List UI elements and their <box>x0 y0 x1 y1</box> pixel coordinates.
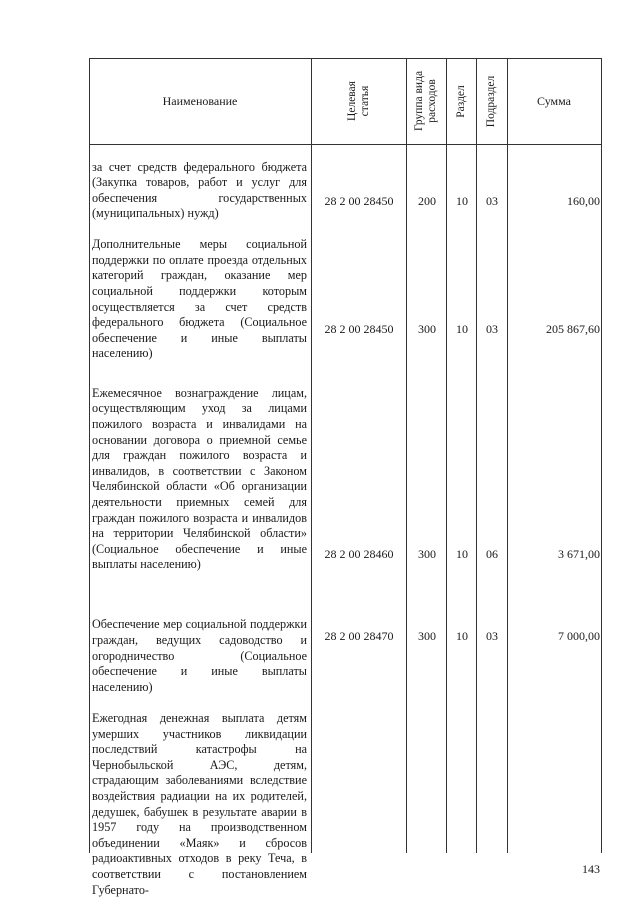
header-subsection <box>476 58 507 144</box>
row-sum: 205 867,60 <box>546 322 600 336</box>
row-group: 300 <box>418 547 436 561</box>
name-column <box>92 144 307 914</box>
row-sum: 7 000,00 <box>558 629 600 643</box>
header-name <box>89 58 311 144</box>
row-subsection: 03 <box>486 629 498 643</box>
row-subsection: 06 <box>486 547 498 561</box>
header-target-label: Целевая статья <box>345 81 371 121</box>
col-border-left <box>89 58 90 853</box>
row-code: 28 2 00 28470 <box>324 629 394 643</box>
col-border-name <box>311 58 312 853</box>
row-code: 28 2 00 28450 <box>324 322 394 336</box>
row-name: Дополнительные меры социальной поддержки по оплате проезда отдельных категорий граждан, оказание мер социальной поддержки которым осуществляется за счет средств федерального бюджета (Социальное обеспечение и иные выплаты населению) <box>92 237 307 361</box>
row-section: 10 <box>456 547 468 561</box>
row-group: 300 <box>418 322 436 336</box>
row-subsection: 03 <box>486 322 498 336</box>
row-code: 28 2 00 28450 <box>324 194 394 208</box>
row-section: 10 <box>456 194 468 208</box>
row-code: 28 2 00 28460 <box>324 547 394 561</box>
col-border-section <box>476 58 477 853</box>
header-section-label: Раздел <box>454 84 467 118</box>
header-subsection-label: Подраздел <box>485 75 497 127</box>
header-sum <box>507 58 601 144</box>
header-sum-label: Сумма <box>537 93 571 108</box>
row-subsection: 03 <box>486 194 498 208</box>
header-name-label: Наименование <box>162 93 238 108</box>
row-section: 10 <box>456 629 468 643</box>
header-section <box>446 58 476 144</box>
col-border-subsection <box>507 58 508 853</box>
row-section: 10 <box>456 322 468 336</box>
row-group: 200 <box>418 194 436 208</box>
row-name: за счет средств федерального бюджета (Закупка товаров, работ и услуг для обеспечения государственных (муниципальных) нужд) <box>92 159 307 221</box>
row-name: Обеспечение мер социальной поддержки граждан, ведущих садоводство и огородничество (Социальное обеспечение и иные выплаты населению) <box>92 617 307 694</box>
row-group: 300 <box>418 629 436 643</box>
page-number: 143 <box>582 862 600 876</box>
row-sum: 3 671,00 <box>558 547 600 561</box>
row-name: Ежемесячное вознаграждение лицам, осуществляющим уход за лицами пожилого возраста и инвалидами на основании договора о приемной семье для граждан пожилого возраста и инвалидов, в соответствии с Законом Челябинской области «Об организации деятельности приемных семей для граждан пожилого возраста и инвалидов на территории Челябинской области» (Социальное обеспечение и иные выплаты населению) <box>92 385 307 572</box>
col-border-right <box>601 58 602 853</box>
row-sum: 160,00 <box>567 194 600 208</box>
header-target <box>311 58 406 144</box>
header-group <box>406 58 446 144</box>
row-name: Ежегодная денежная выплата детям умерших участников ликвидации последствий катастрофы на Чернобыльской АЭС, детям, страдающим заболеваниями вследствие воздействия радиации на их родителей, дедушек, бабушек в результате аварии в 1957 году на производственном объединении «Маяк» и сбросов радиоактивных отходов в реку Теча, в соответствии с постановлением Губернато- <box>92 710 307 897</box>
header-group-label: Группа вида расходов <box>413 70 439 132</box>
col-border-group <box>446 58 447 853</box>
col-border-target <box>406 58 407 853</box>
